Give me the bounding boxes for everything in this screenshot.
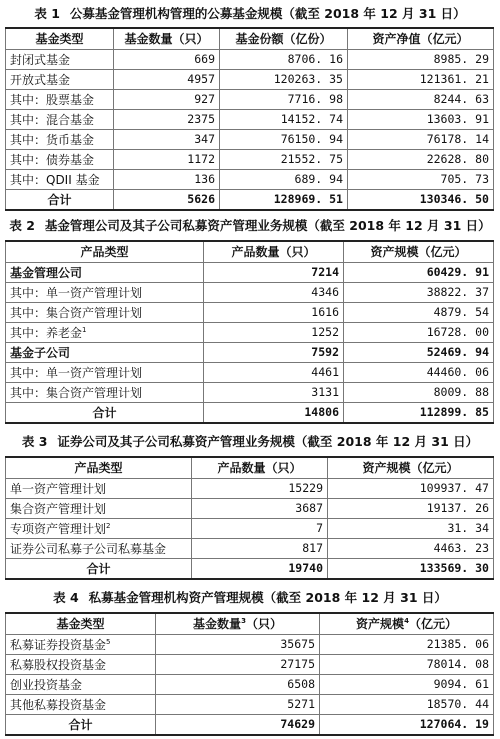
table3-header-cell: 资产规模（亿元） bbox=[328, 457, 494, 478]
table2-header-cell: 资产规模（亿元） bbox=[344, 241, 494, 262]
table-row bbox=[6, 518, 494, 538]
table4-caption-text: 私募基金管理机构资产管理规模（截至 2018 年 12 月 31 日） bbox=[88, 590, 447, 605]
fund-shares: 8706. 16 bbox=[220, 49, 348, 69]
total-count: 5626 bbox=[114, 189, 220, 210]
footnote-marker: 4 bbox=[404, 617, 409, 626]
footnote-marker: 3 bbox=[241, 617, 246, 626]
net-asset-value: 121361. 21 bbox=[348, 69, 494, 89]
product-count: 3687 bbox=[192, 498, 328, 518]
total-count: 74629 bbox=[156, 714, 320, 735]
row-label-cell bbox=[6, 518, 192, 538]
row-label: 其中：集合资产管理计划 bbox=[6, 382, 204, 402]
fund-count: 136 bbox=[114, 169, 220, 189]
asset-size: 18570. 44 bbox=[320, 694, 494, 714]
fund-count: 1172 bbox=[114, 149, 220, 169]
product-count: 1616 bbox=[204, 302, 344, 322]
net-asset-value: 705. 73 bbox=[348, 169, 494, 189]
asset-size: 9094. 61 bbox=[320, 674, 494, 694]
row-label: 基金管理公司 bbox=[6, 262, 204, 282]
row-label: 集合资产管理计划 bbox=[6, 498, 192, 518]
fund-count: 27175 bbox=[156, 654, 320, 674]
asset-size: 19137. 26 bbox=[328, 498, 494, 518]
row-label: 其中：集合资产管理计划 bbox=[6, 302, 204, 322]
row-label-cell bbox=[6, 322, 204, 342]
product-count: 3131 bbox=[204, 382, 344, 402]
table1-caption-text: 公募基金管理机构管理的公募基金规模（截至 2018 年 12 月 31 日） bbox=[69, 6, 466, 21]
fund-count: 347 bbox=[114, 129, 220, 149]
row-label: 其中：单一资产管理计划 bbox=[6, 282, 204, 302]
table3-header-cell: 产品数量（只） bbox=[192, 457, 328, 478]
fund-shares: 689. 94 bbox=[220, 169, 348, 189]
table2-header-cell: 产品数量（只） bbox=[204, 241, 344, 262]
table-row bbox=[6, 69, 494, 89]
table-row bbox=[6, 498, 494, 518]
table4-header-cell bbox=[320, 613, 494, 634]
total-count: 19740 bbox=[192, 558, 328, 579]
table4-header-row bbox=[6, 613, 494, 634]
footnote-marker: 5 bbox=[106, 637, 111, 646]
table1-header-cell: 基金数量（只） bbox=[114, 28, 220, 49]
product-count: 1252 bbox=[204, 322, 344, 342]
product-count: 7214 bbox=[204, 262, 344, 282]
total-size: 127064. 19 bbox=[320, 714, 494, 735]
table3-caption bbox=[0, 434, 500, 450]
total-nav: 130346. 50 bbox=[348, 189, 494, 210]
table-row bbox=[6, 169, 494, 189]
row-label: 证券公司私募子公司私募基金 bbox=[6, 538, 192, 558]
asset-size: 16728. 00 bbox=[344, 322, 494, 342]
row-label: 其中：QDII 基金 bbox=[6, 169, 114, 189]
net-asset-value: 13603. 91 bbox=[348, 109, 494, 129]
fund-count: 669 bbox=[114, 49, 220, 69]
row-label: 基金子公司 bbox=[6, 342, 204, 362]
row-label-cell bbox=[6, 634, 156, 654]
table4-total-row bbox=[6, 714, 494, 735]
table1-total-row bbox=[6, 189, 494, 210]
table2-caption-number: 表 2 bbox=[9, 218, 35, 233]
table-row bbox=[6, 129, 494, 149]
total-size: 112899. 85 bbox=[344, 402, 494, 423]
asset-size: 38822. 37 bbox=[344, 282, 494, 302]
table-row bbox=[6, 89, 494, 109]
total-label: 合计 bbox=[6, 189, 114, 210]
net-asset-value: 8244. 63 bbox=[348, 89, 494, 109]
product-count: 817 bbox=[192, 538, 328, 558]
header-text: 基金数量 bbox=[193, 617, 242, 632]
row-label: 创业投资基金 bbox=[6, 674, 156, 694]
table4-header-cell bbox=[156, 613, 320, 634]
asset-size: 78014. 08 bbox=[320, 654, 494, 674]
product-count: 7 bbox=[192, 518, 328, 538]
row-label: 私募股权投资基金 bbox=[6, 654, 156, 674]
table3-total-row bbox=[6, 558, 494, 579]
table-row bbox=[6, 382, 494, 402]
fund-shares: 14152. 74 bbox=[220, 109, 348, 129]
row-label: 专项资产管理计划 bbox=[10, 521, 107, 536]
footnote-marker: 2 bbox=[106, 521, 111, 530]
asset-size: 44460. 06 bbox=[344, 362, 494, 382]
fund-count: 35675 bbox=[156, 634, 320, 654]
table1-caption-number: 表 1 bbox=[34, 6, 60, 21]
table-row bbox=[6, 49, 494, 69]
row-label: 其中：债券基金 bbox=[6, 149, 114, 169]
total-size: 133569. 30 bbox=[328, 558, 494, 579]
fund-shares: 76150. 94 bbox=[220, 129, 348, 149]
table1 bbox=[5, 27, 494, 211]
table2-header-row bbox=[6, 241, 494, 262]
table-row bbox=[6, 109, 494, 129]
row-label: 开放式基金 bbox=[6, 69, 114, 89]
product-count: 15229 bbox=[192, 478, 328, 498]
table-row bbox=[6, 694, 494, 714]
fund-count: 927 bbox=[114, 89, 220, 109]
asset-size: 21385. 06 bbox=[320, 634, 494, 654]
row-label: 其中：养老金 bbox=[10, 325, 83, 340]
total-count: 14806 bbox=[204, 402, 344, 423]
net-asset-value: 8985. 29 bbox=[348, 49, 494, 69]
table4-header-cell: 基金类型 bbox=[6, 613, 156, 634]
row-label: 其中：单一资产管理计划 bbox=[6, 362, 204, 382]
asset-size: 109937. 47 bbox=[328, 478, 494, 498]
table1-header-cell: 基金份额（亿份） bbox=[220, 28, 348, 49]
row-label: 其中：股票基金 bbox=[6, 89, 114, 109]
total-shares: 128969. 51 bbox=[220, 189, 348, 210]
table-row bbox=[6, 262, 494, 282]
total-label: 合计 bbox=[6, 558, 192, 579]
product-count: 4461 bbox=[204, 362, 344, 382]
table-row bbox=[6, 282, 494, 302]
row-label: 封闭式基金 bbox=[6, 49, 114, 69]
asset-size: 4879. 54 bbox=[344, 302, 494, 322]
header-unit: （亿元） bbox=[408, 617, 457, 632]
table1-header-row bbox=[6, 28, 494, 49]
table2-total-row bbox=[6, 402, 494, 423]
header-text: 资产规模 bbox=[356, 617, 405, 632]
fund-count: 2375 bbox=[114, 109, 220, 129]
table1-caption bbox=[0, 6, 500, 22]
row-label: 其中：混合基金 bbox=[6, 109, 114, 129]
table-row bbox=[6, 674, 494, 694]
table4 bbox=[5, 612, 494, 736]
fund-shares: 21552. 75 bbox=[220, 149, 348, 169]
table-row bbox=[6, 538, 494, 558]
product-count: 4346 bbox=[204, 282, 344, 302]
table3-caption-text: 证券公司及其子公司私募资产管理业务规模（截至 2018 年 12 月 31 日） bbox=[57, 434, 479, 449]
product-count: 7592 bbox=[204, 342, 344, 362]
table1-header-cell: 基金类型 bbox=[6, 28, 114, 49]
table3 bbox=[5, 456, 494, 580]
fund-shares: 7716. 98 bbox=[220, 89, 348, 109]
table1-header-cell: 资产净值（亿元） bbox=[348, 28, 494, 49]
table3-header-row bbox=[6, 457, 494, 478]
table4-caption-number: 表 4 bbox=[53, 590, 79, 605]
table4-caption bbox=[0, 590, 500, 606]
table-row bbox=[6, 634, 494, 654]
asset-size: 8009. 88 bbox=[344, 382, 494, 402]
table-row bbox=[6, 362, 494, 382]
fund-count: 5271 bbox=[156, 694, 320, 714]
asset-size: 60429. 91 bbox=[344, 262, 494, 282]
asset-size: 4463. 23 bbox=[328, 538, 494, 558]
net-asset-value: 22628. 80 bbox=[348, 149, 494, 169]
asset-size: 31. 34 bbox=[328, 518, 494, 538]
table-row bbox=[6, 322, 494, 342]
fund-count: 4957 bbox=[114, 69, 220, 89]
row-label: 其中：货币基金 bbox=[6, 129, 114, 149]
table-row bbox=[6, 654, 494, 674]
table-row bbox=[6, 478, 494, 498]
footnote-marker: 1 bbox=[82, 325, 87, 334]
table2-caption-text: 基金管理公司及其子公司私募资产管理业务规模（截至 2018 年 12 月 31 日） bbox=[44, 218, 491, 233]
header-unit: （只） bbox=[245, 617, 282, 632]
table2-caption bbox=[0, 218, 500, 234]
table-row bbox=[6, 149, 494, 169]
net-asset-value: 76178. 14 bbox=[348, 129, 494, 149]
row-label: 私募证券投资基金 bbox=[10, 637, 107, 652]
table3-caption-number: 表 3 bbox=[21, 434, 48, 449]
total-label: 合计 bbox=[6, 714, 156, 735]
table-row bbox=[6, 302, 494, 322]
fund-count: 6508 bbox=[156, 674, 320, 694]
table2-header-cell: 产品类型 bbox=[6, 241, 204, 262]
row-label: 单一资产管理计划 bbox=[6, 478, 192, 498]
table-row bbox=[6, 342, 494, 362]
asset-size: 52469. 94 bbox=[344, 342, 494, 362]
table2 bbox=[5, 240, 494, 424]
row-label: 其他私募投资基金 bbox=[6, 694, 156, 714]
fund-shares: 120263. 35 bbox=[220, 69, 348, 89]
total-label: 合计 bbox=[6, 402, 204, 423]
table3-header-cell: 产品类型 bbox=[6, 457, 192, 478]
